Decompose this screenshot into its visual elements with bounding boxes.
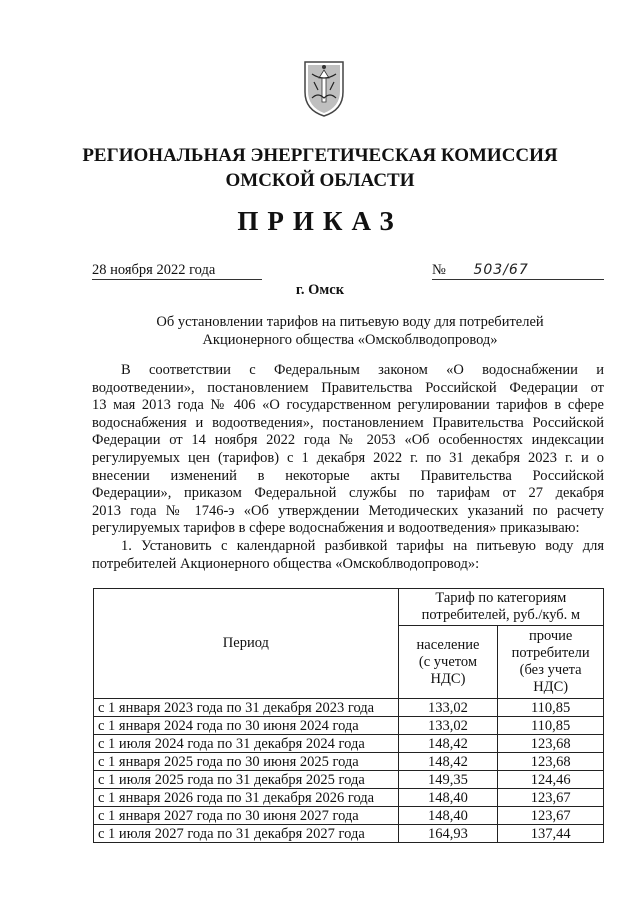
other-consumers-header-line: потребители bbox=[511, 645, 590, 661]
period-cell: с 1 января 2027 года по 30 июня 2027 года bbox=[94, 807, 399, 825]
body-line: внесении изменений в некоторые акты Правительства Российской bbox=[92, 467, 604, 484]
other-tariff-cell: 110,85 bbox=[498, 717, 604, 735]
body-line: водоснабжения и водоотведения», постановлением Правительства Российской bbox=[92, 414, 604, 431]
order-body bbox=[92, 362, 604, 573]
body-line: 13 мая 2013 года № 406 «О государственном регулировании тарифов в сфере bbox=[92, 397, 604, 414]
body-line: водоотведении», постановлением Правительства Российской Федерации от bbox=[92, 379, 604, 396]
table-row bbox=[94, 753, 604, 771]
tariff-group-header-line: Тариф по категориям bbox=[435, 590, 567, 606]
body-line: Федерации», приказом Федеральной службы по тарифам от 27 декабря bbox=[92, 485, 604, 502]
population-header-line: население bbox=[416, 636, 480, 653]
other-tariff-cell: 123,67 bbox=[498, 807, 604, 825]
order-date: 28 ноября 2022 года bbox=[92, 262, 262, 280]
body-line: Федерации от 14 ноября 2022 года № 2053 «Об особенностях индексации bbox=[92, 432, 604, 449]
population-tariff-cell: 149,35 bbox=[398, 771, 498, 789]
period-cell: с 1 января 2026 года по 31 декабря 2026 года bbox=[94, 789, 399, 807]
population-tariff-cell: 164,93 bbox=[398, 825, 498, 843]
other-consumers-header-line: прочие bbox=[528, 628, 573, 644]
order-number-label: № bbox=[432, 262, 446, 278]
coat-of-arms-icon bbox=[302, 58, 346, 118]
population-tariff-cell: 133,02 bbox=[398, 717, 498, 735]
tariff-table bbox=[93, 588, 604, 843]
period-cell: с 1 января 2025 года по 30 июня 2025 года bbox=[94, 753, 399, 771]
period-cell: с 1 июля 2025 года по 31 декабря 2025 года bbox=[94, 771, 399, 789]
population-tariff-cell: 148,42 bbox=[398, 735, 498, 753]
order-number bbox=[432, 262, 604, 280]
other-tariff-cell: 110,85 bbox=[498, 699, 604, 717]
table-row bbox=[94, 807, 604, 825]
table-row bbox=[94, 825, 604, 843]
organization-name-line1: РЕГИОНАЛЬНАЯ ЭНЕРГЕТИЧЕСКАЯ КОМИССИЯ bbox=[82, 145, 558, 166]
other-tariff-cell: 137,44 bbox=[498, 825, 604, 843]
population-tariff-cell: 148,40 bbox=[398, 789, 498, 807]
body-line: регулируемых тарифов в сфере водоснабжения и водоотведения» приказываю: bbox=[92, 520, 580, 537]
other-consumers-header bbox=[498, 626, 604, 699]
period-cell: с 1 января 2023 года по 31 декабря 2023 года bbox=[94, 699, 399, 717]
order-subject bbox=[0, 313, 640, 349]
table-row bbox=[94, 717, 604, 735]
body-line: потребителей Акционерного общества «Омскоблводопровод»: bbox=[92, 555, 480, 572]
period-cell: с 1 января 2024 года по 30 июня 2024 года bbox=[94, 717, 399, 735]
other-consumers-header-line: (без учета bbox=[519, 662, 582, 678]
tariff-group-header bbox=[398, 589, 603, 626]
other-consumers-header-line: НДС) bbox=[533, 679, 569, 695]
other-tariff-cell: 123,68 bbox=[498, 735, 604, 753]
population-tariff-cell: 133,02 bbox=[398, 699, 498, 717]
other-tariff-cell: 123,68 bbox=[498, 753, 604, 771]
body-line: 2013 года № 1746-э «Об утверждении Методических указаний по расчету bbox=[92, 502, 604, 519]
table-row bbox=[94, 789, 604, 807]
table-row bbox=[94, 771, 604, 789]
period-cell: с 1 июля 2027 года по 31 декабря 2027 года bbox=[94, 825, 399, 843]
body-line: регулируемых цен (тарифов) с 1 декабря 2022 г. по 31 декабря 2023 г. и о bbox=[92, 449, 604, 466]
table-row bbox=[94, 699, 604, 717]
table-header-row bbox=[94, 589, 604, 626]
order-number-value: 503/67 bbox=[473, 262, 529, 278]
population-header-line: (с учетом bbox=[418, 653, 478, 670]
organization-name-line2: ОМСКОЙ ОБЛАСТИ bbox=[225, 170, 415, 191]
population-tariff-cell: 148,42 bbox=[398, 753, 498, 771]
other-tariff-cell: 124,46 bbox=[498, 771, 604, 789]
city-name: г. Омск bbox=[295, 282, 345, 298]
body-line: В соответствии с Федеральным законом «О водоснабжении и bbox=[121, 362, 604, 378]
subject-line: Об установлении тарифов на питьевую воду для потребителей bbox=[156, 314, 544, 330]
tariff-group-header-line: потребителей, руб./куб. м bbox=[421, 607, 581, 623]
subject-line: Акционерного общества «Омскоблводопровод» bbox=[202, 332, 498, 348]
population-header-line: НДС) bbox=[430, 670, 466, 687]
other-tariff-cell: 123,67 bbox=[498, 789, 604, 807]
body-line: 1. Установить с календарной разбивкой тарифы на питьевую воду для bbox=[121, 537, 604, 554]
document-type-title: ПРИКАЗ bbox=[237, 206, 403, 236]
period-header: Период bbox=[94, 589, 399, 699]
population-header bbox=[398, 626, 498, 699]
population-tariff-cell: 148,40 bbox=[398, 807, 498, 825]
period-cell: с 1 июля 2024 года по 31 декабря 2024 года bbox=[94, 735, 399, 753]
table-row bbox=[94, 735, 604, 753]
